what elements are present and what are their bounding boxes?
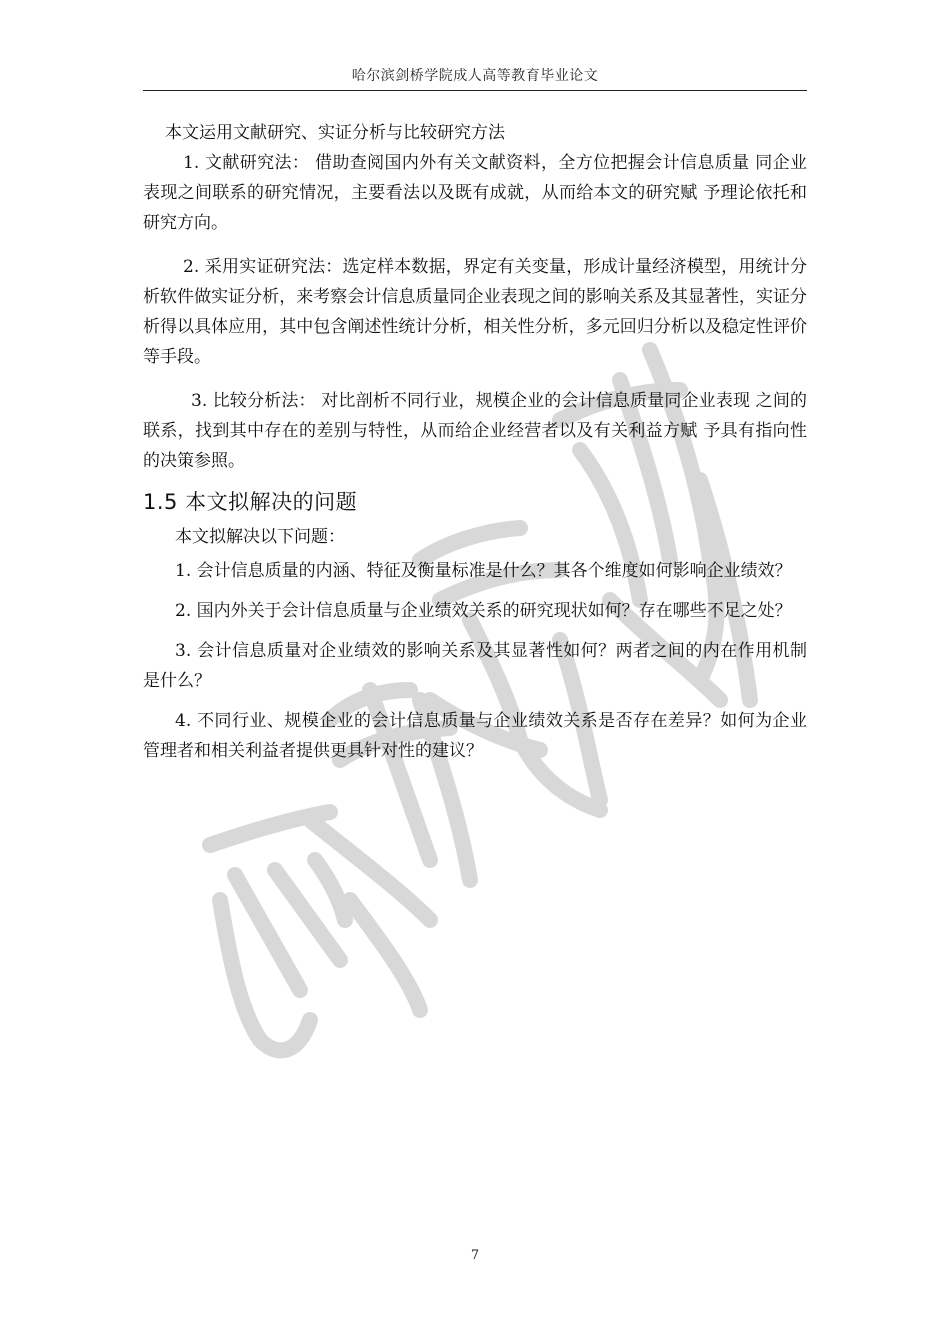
question-item: 1. 会计信息质量的内涵、特征及衡量标准是什么？其各个维度如何影响企业绩效？ xyxy=(175,561,792,581)
method-paragraph: 2. 采用实证研究法：选定样本数据，界定有关变量，形成计量经济模型，用统计分析软件做实证分析，来考察会计信息质量同企业表现之间的影响关系及其显著性，实证分析得以具体应用，其中包含阐述性统计分析，相关性分析，多元回归分析以及稳定性评价等手段。 xyxy=(143,257,807,367)
method-paragraph: 3. 比较分析法： 对比剖析不同行业，规模企业的会计信息质量同企业表现 之间的联系，找到其中存在的差别与特性，从而给企业经营者以及有关利益方赋 予具有指向性的决策参照。 xyxy=(143,391,807,471)
section-heading: 1.5 本文拟解决的问题 xyxy=(143,490,358,514)
question-item: 2. 国内外关于会计信息质量与企业绩效关系的研究现状如何？存在哪些不足之处？ xyxy=(175,601,792,621)
method-paragraph: 1. 文献研究法： 借助查阅国内外有关文献资料，全方位把握会计信息质量 同企业表现之间联系的研究情况，主要看法以及既有成就，从而给本文的研究赋 予理论依托和研究方向。 xyxy=(143,153,807,233)
page-header xyxy=(143,66,807,91)
question-item: 4. 不同行业、规模企业的会计信息质量与企业绩效关系是否存在差异？如何为企业管理者和相关利益者提供更具针对性的建议？ xyxy=(143,711,807,761)
header-title: 哈尔滨剑桥学院成人高等教育毕业论文 xyxy=(351,68,599,84)
methods-intro: 本文运用文献研究、实证分析与比较研究方法 xyxy=(165,123,505,143)
questions-intro: 本文拟解决以下问题： xyxy=(175,527,345,547)
question-item: 3. 会计信息质量对企业绩效的影响关系及其显著性如何？两者之间的内在作用机制是什么？ xyxy=(143,641,807,691)
page-number: 7 xyxy=(470,1248,480,1263)
document-body xyxy=(143,118,807,776)
